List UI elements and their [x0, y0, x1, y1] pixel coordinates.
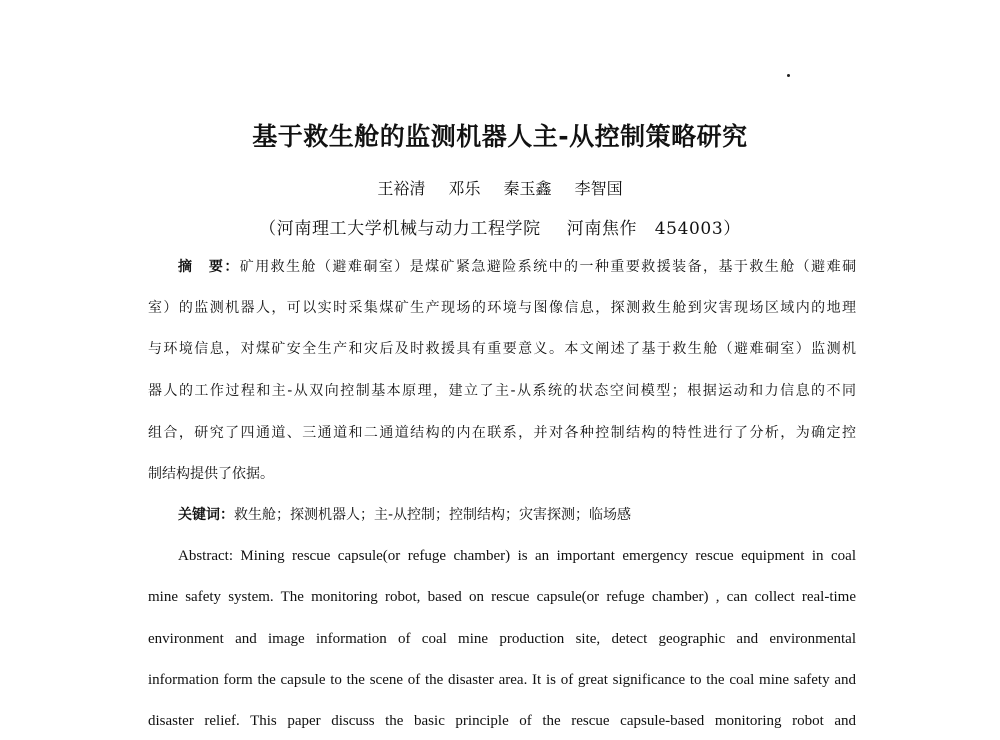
- keywords-label: 关键词：: [178, 507, 234, 523]
- author-name: 邓乐: [448, 179, 481, 198]
- author-name: 李智国: [574, 179, 623, 198]
- abstract-en-line: mine safety system. The monitoring robot, based on rescue capsule(or refuge chamber) , can collect real-time: [148, 589, 856, 605]
- abstract-cn-line: 室）的监测机器人，可以实时采集煤矿生产现场的环境与图像信息，探测救生舱到灾害现场区域内的地理: [148, 300, 856, 316]
- keywords-line: [178, 503, 856, 527]
- author-name: 秦玉鑫: [503, 179, 552, 198]
- abstract-cn-text: 矿用救生舱（避难硐室）是煤矿紧急避险系统中的一种重要救援装备，基于救生舱（避难硐: [239, 259, 856, 275]
- affiliation-institution: （河南理工大学机械与动力工程学院: [259, 219, 541, 239]
- affiliation-location: 河南焦作 454003）: [566, 219, 741, 239]
- abstract-cn-line: 制结构提供了依据。: [148, 466, 274, 482]
- abstract-en-line: Abstract: Mining rescue capsule(or refuge chamber) is an important emergency rescue equipment in coal: [178, 548, 856, 564]
- keywords-text: 救生舱；探测机器人；主-从控制；控制结构；灾害探测；临场感: [234, 507, 632, 523]
- affiliation: [0, 214, 1000, 239]
- abstract-en-line: disaster relief. This paper discuss the basic principle of the rescue capsule-based monitoring robot and: [148, 713, 856, 729]
- author-list: [0, 176, 1000, 199]
- abstract-label: 摘 要：: [178, 259, 240, 275]
- abstract-cn-line: 器人的工作过程和主-从双向控制基本原理，建立了主-从系统的状态空间模型；根据运动和力信息的不同: [148, 383, 856, 399]
- abstract-en-line: environment and image information of coal mine production site, detect geographic and environmental: [148, 631, 856, 647]
- author-name: 王裕清: [377, 179, 426, 198]
- paper-title: 基于救生舱的监测机器人主-从控制策略研究: [252, 122, 748, 151]
- scan-speck: [787, 74, 790, 77]
- abstract-cn-line: [178, 255, 856, 279]
- abstract-en-line: information form the capsule to the scene of the disaster area. It is of great significance to the coal mine safety and: [148, 672, 856, 688]
- abstract-cn-line: 与环境信息，对煤矿安全生产和灾后及时救援具有重要意义。本文阐述了基于救生舱（避难硐室）监测机: [148, 341, 856, 357]
- abstract-cn-line: 组合，研究了四通道、三通道和二通道结构的内在联系，并对各种控制结构的特性进行了分析，为确定控: [148, 425, 856, 441]
